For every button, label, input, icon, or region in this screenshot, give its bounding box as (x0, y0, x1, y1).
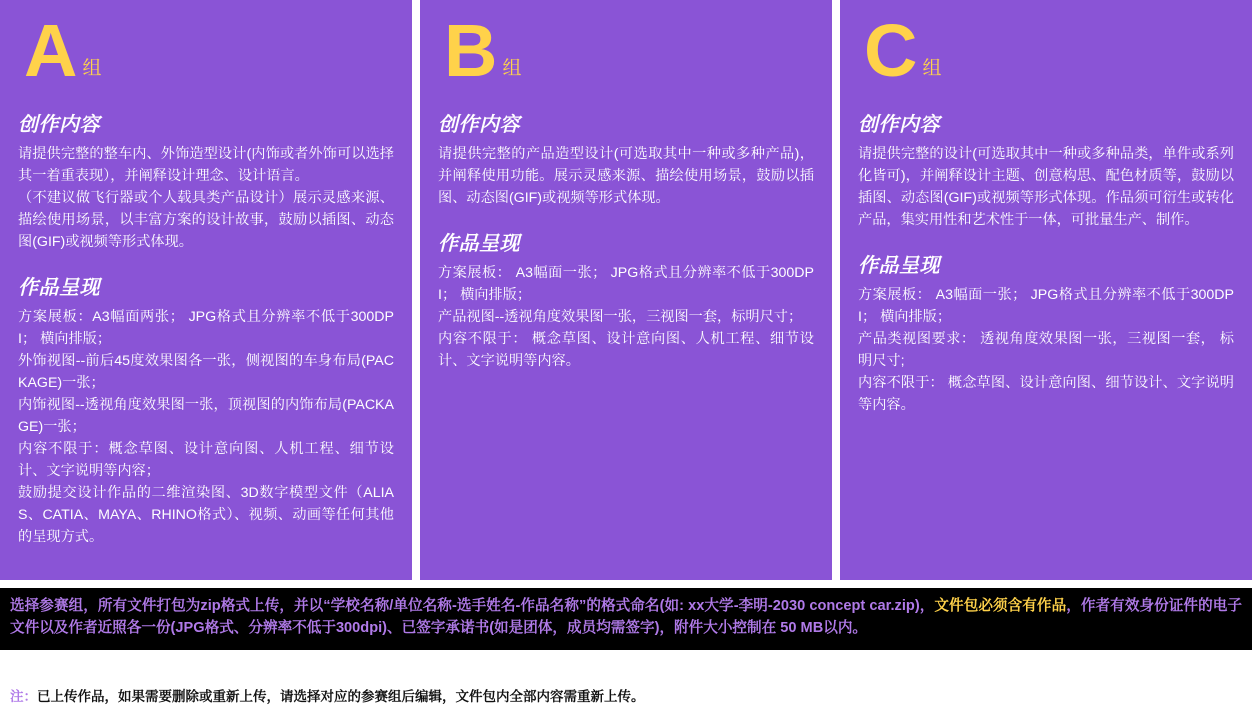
group-card-a (0, 0, 412, 580)
reupload-notice-text (10, 688, 1242, 707)
upload-notice-banner (0, 588, 1252, 650)
group-header-b (444, 9, 814, 94)
section-text-delivery-a: 方案展板：A3幅面两张； JPG格式且分辨率不低于300DPI； 横向排版； 外饰视图--前后45度效果图各一张，侧视图的车身布局(PACKAGE)一张； 内饰视图--透视角度效果图一张，顶视图的内饰布局(PACKAGE)一张； 内容不限于：概念草图、设计意向图、人机工程、细节设计、文字说明等内容； 鼓励提交设计作品的二维渲染图、3D数字模型文件（ALIAS、CATIA、MAYA、RHINO格式）、视频、动画等任何其他的呈现方式。 (18, 309, 394, 545)
section-text-delivery-c: 方案展板： A3幅面一张； JPG格式且分辨率不低于300DPI； 横向排版； 产品类视图要求： 透视角度效果图一张，三视图一套， 标明尺寸; 内容不限于： 概念草图、设计意向图、细节设计、文字说明等内容。 (858, 287, 1234, 413)
section-title-content-a: 创作内容 (18, 114, 100, 136)
section-title-delivery-a: 作品呈现 (18, 277, 100, 299)
section-title-delivery-b: 作品呈现 (438, 233, 520, 255)
group-letter-b: B (444, 9, 498, 92)
section-text-content-b: 请提供完整的产品造型设计(可选取其中一种或多种产品)，并阐释使用功能。展示灵感来源、描绘使用场景，鼓励以插图、动态图(GIF)或视频等形式体现。 (438, 146, 814, 206)
reupload-notice (0, 686, 1252, 709)
group-header-c (864, 9, 1234, 94)
group-card-b (420, 0, 832, 580)
upload-notice-text (10, 596, 1242, 640)
section-text-content-a: 请提供完整的整车内、外饰造型设计(内饰或者外饰可以选择其一着重表现），并阐释设计理念、设计语言。 （不建议做飞行器或个人载具类产品设计）展示灵感来源、描绘使用场景，以丰富方案的设计故事，鼓励以插图、动态图(GIF)或视频等形式体现。 (18, 146, 394, 250)
notice-segment-3: ，作者有效身份证件的电子文件以及作者近照各一份(JPG格式、分辨率不低于300dpi)、已签字承诺书(如是团体，成员均需签字)，附件大小控制在 50 MB以内。 (10, 598, 1242, 636)
notice-segment-highlight: 文件包必须含有作品 (934, 598, 1067, 614)
group-word-c: 组 (922, 58, 942, 79)
section-title-delivery-c: 作品呈现 (858, 255, 940, 277)
group-letter-a: A (24, 9, 78, 92)
group-word-b: 组 (502, 58, 522, 79)
section-text-delivery-b: 方案展板： A3幅面一张； JPG格式且分辨率不低于300DPI； 横向排版； 产品视图--透视角度效果图一张，三视图一套，标明尺寸； 内容不限于： 概念草图、设计意向图、人机工程、细节设计、文字说明等内容。 (438, 265, 814, 369)
notice-segment-1: 选择参赛组，所有文件打包为zip格式上传，并以“学校名称/单位名称-选手姓名-作品名称”的格式命名(如: xx大学-李明-2030 concept car.zip)， (10, 598, 935, 614)
section-title-content-b: 创作内容 (438, 114, 520, 136)
group-word-a: 组 (82, 58, 102, 79)
section-text-content-c: 请提供完整的设计(可选取其中一种或多种品类，单件或系列化皆可)，并阐释设计主题、创意构思、配色材质等，鼓励以插图、动态图(GIF)或视频等形式体现。作品须可衍生或转化产品，集实用性和艺术性于一体，可批量生产、制作。 (858, 146, 1234, 228)
group-header-a (24, 9, 394, 94)
group-letter-c: C (864, 9, 918, 92)
group-card-c (840, 0, 1252, 580)
reupload-notice-lead: 注： (10, 689, 37, 704)
section-title-content-c: 创作内容 (858, 114, 940, 136)
reupload-notice-body: 已上传作品，如果需要删除或重新上传，请选择对应的参赛组后编辑，文件包内全部内容需重新上传。 (37, 689, 645, 704)
